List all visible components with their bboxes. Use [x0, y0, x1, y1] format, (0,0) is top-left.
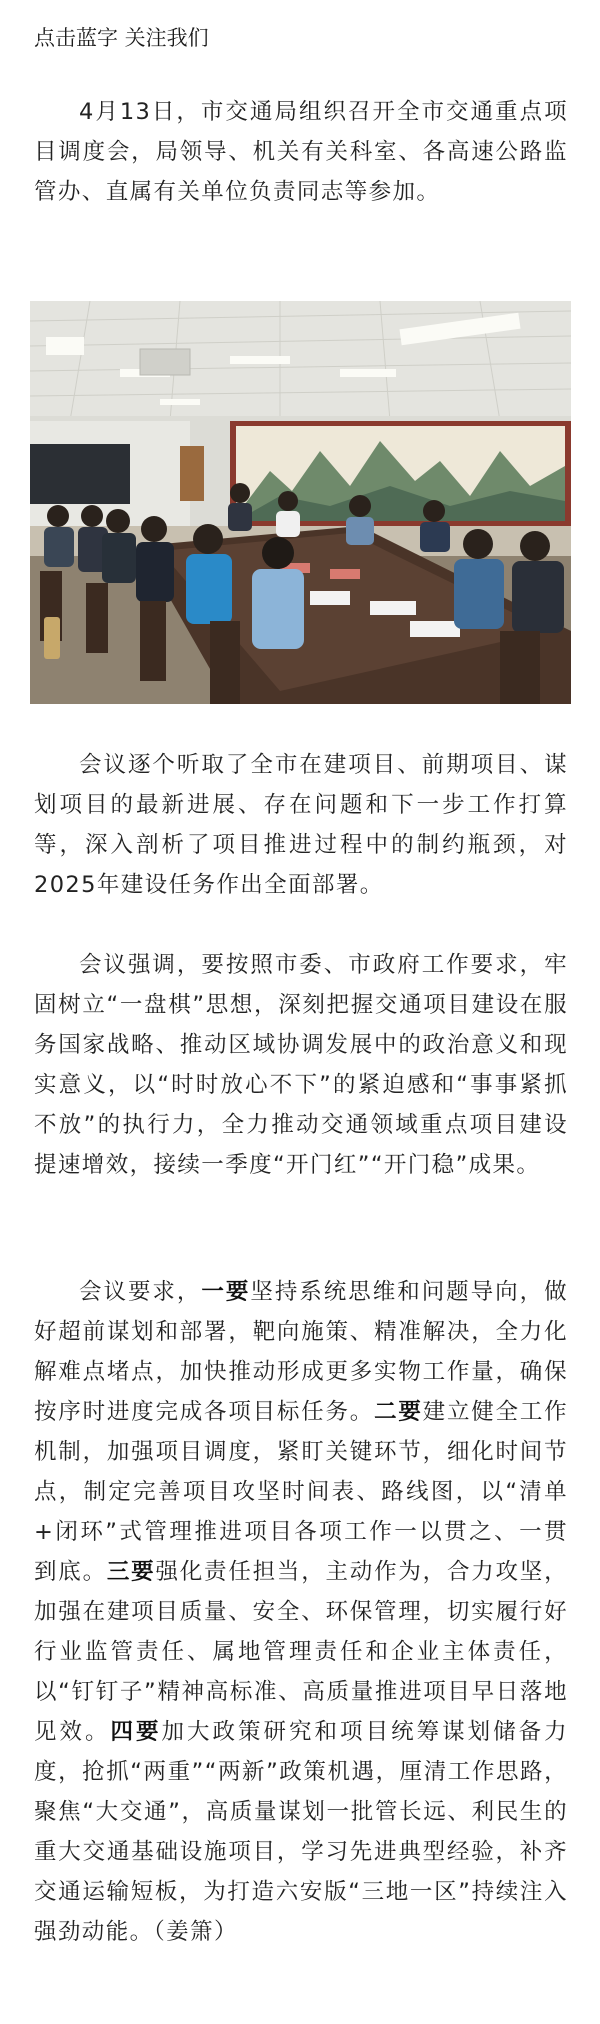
requirement-4-keyword: 四要: [110, 1719, 162, 1745]
article-paragraph-4: [34, 1272, 568, 1952]
requirement-1-keyword: 一要: [201, 1279, 251, 1305]
article-paragraph-3: 会议强调，要按照市委、市政府工作要求，牢固树立“一盘棋”思想，深刻把握交通项目建设在服务国家战略、推动区域协调发展中的政治意义和现实意义，以“时时放心不下”的紧迫感和“事事紧抓不放”的执行力，全力推动交通领域重点项目建设提速增效，接续一季度“开门红”“开门稳”成果。: [34, 952, 568, 1178]
follow-prompt[interactable]: 点击蓝字 关注我们: [34, 26, 209, 50]
requirement-3-keyword: 三要: [106, 1559, 156, 1585]
requirement-4-text: 加大政策研究和项目统筹谋划储备力度，抢抓“两重”“两新”政策机遇，厘清工作思路，聚焦“大交通”，高质量谋划一批管长远、利民生的重大交通基础设施项目，学习先进典型经验，补齐交通运输短板，为打造六安版“三地一区”持续注入强劲动能。（姜箫）: [34, 1719, 568, 1945]
requirement-2-text: 建立健全工作机制，加强项目调度，紧盯关键环节，细化时间节点，制定完善项目攻坚时间表、路线图，以“清单+闭环”式管理推进项目各项工作一以贯之、一贯到底。: [34, 1399, 569, 1585]
article-paragraph-2: 会议逐个听取了全市在建项目、前期项目、谋划项目的最新进展、存在问题和下一步工作打算等，深入剖析了项目推进过程中的制约瓶颈，对2025年建设任务作出全面部署。: [34, 752, 568, 898]
paragraph-4-intro: 会议要求，: [79, 1279, 202, 1305]
meeting-photo: [30, 301, 571, 704]
article-paragraph-1: 4月13日，市交通局组织召开全市交通重点项目调度会，局领导、机关有关科室、各高速公路监管办、直属有关单位负责同志等参加。: [34, 99, 568, 205]
requirement-1-text: 坚持系统思维和问题导向，做好超前谋划和部署，靶向施策、精准解决，全力化解难点堵点，加快推动形成更多实物工作量，确保按序时进度完成各项目标任务。: [34, 1279, 568, 1425]
requirement-3-text: 强化责任担当，主动作为，合力攻坚，加强在建项目质量、安全、环保管理，切实履行好行业监管责任、属地管理责任和企业主体责任，以“钉钉子”精神高标准、高质量推进项目早日落地见效。: [34, 1559, 568, 1745]
requirement-2-keyword: 二要: [374, 1399, 423, 1425]
